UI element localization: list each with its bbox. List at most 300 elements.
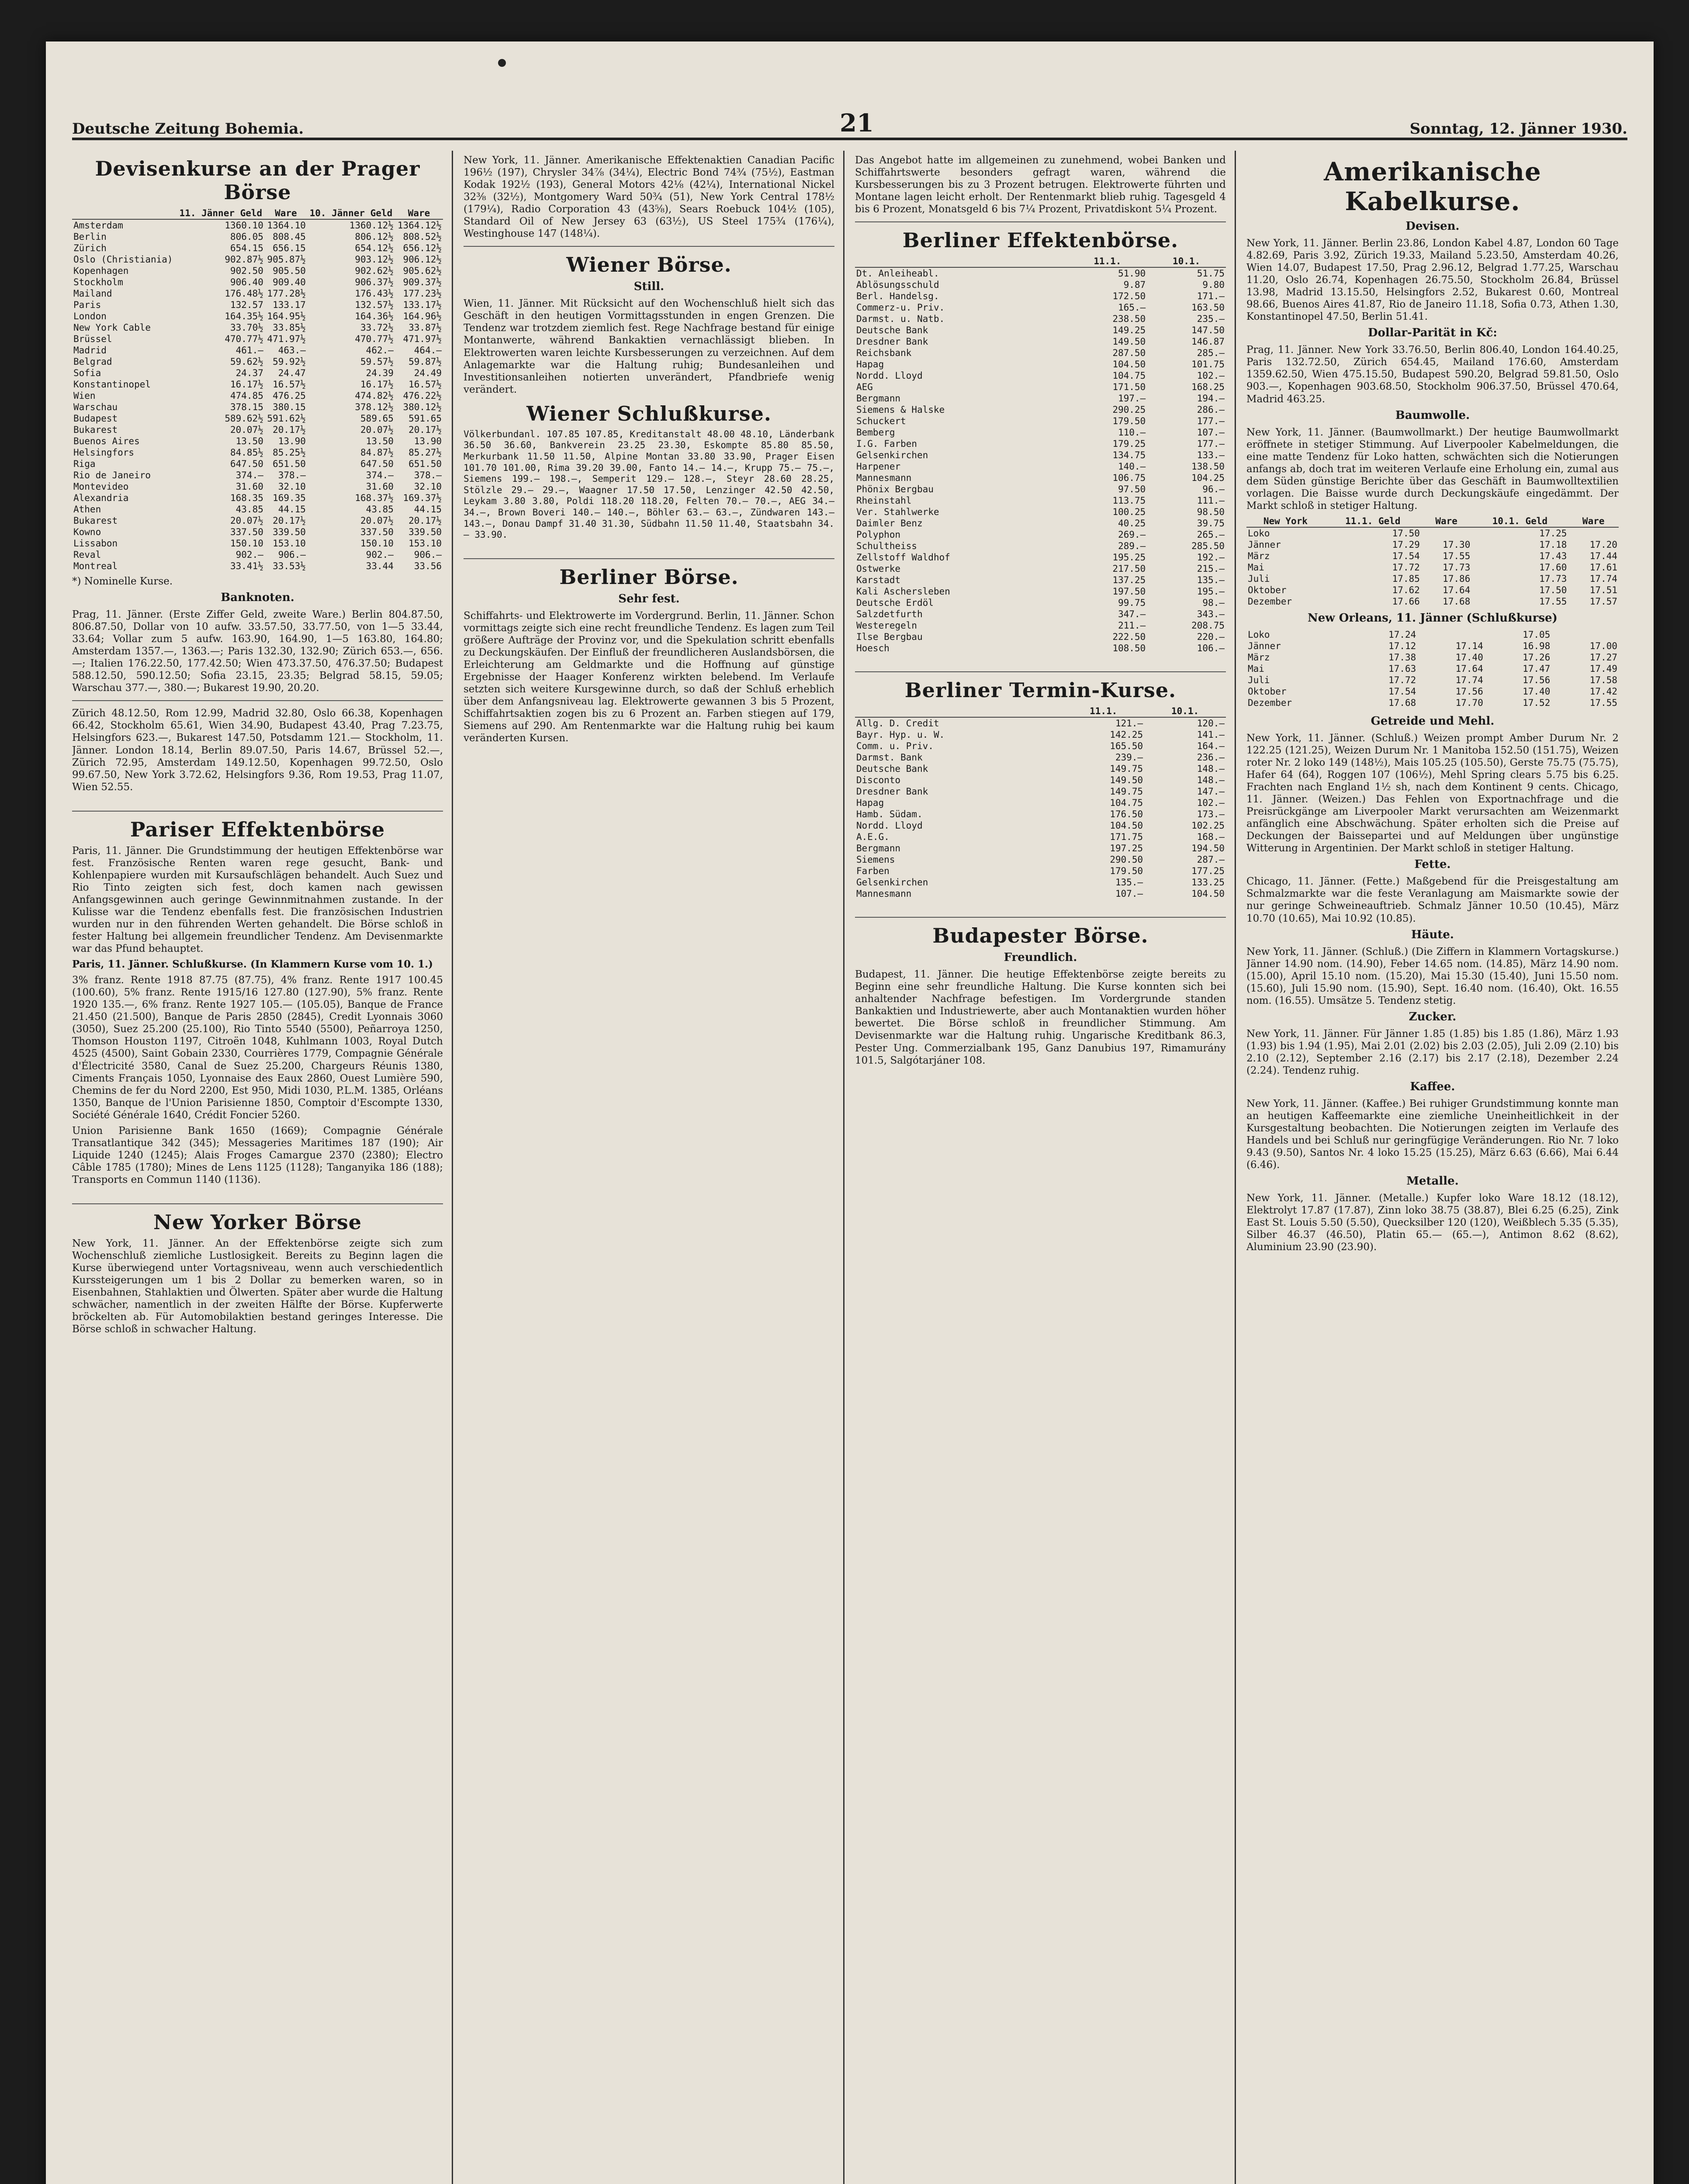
- table-row: [855, 774, 1226, 786]
- table-row: [855, 552, 1226, 563]
- row-value: 17.66: [1392, 596, 1420, 607]
- table-header-cell: 11.1.: [1063, 705, 1144, 717]
- row-value: 17.72: [1392, 562, 1420, 573]
- row-value: 290.50: [1110, 854, 1143, 865]
- row-value: 141.—: [1197, 729, 1225, 740]
- row-value: 169.35: [273, 493, 306, 503]
- row-label: Bergmann: [856, 393, 901, 404]
- row-value: 17.72: [1388, 674, 1416, 685]
- table-row: [1246, 629, 1619, 640]
- table-row: [1246, 562, 1619, 573]
- baumwolle-title: Baumwolle.: [1395, 408, 1470, 422]
- row-value: 24.37: [235, 368, 263, 378]
- row-label: Polyphon: [856, 529, 901, 540]
- paris-kurse-title: Paris, 11. Jänner. Schlußkurse. (In Klammern Kurse vom 10. 1.): [72, 958, 433, 971]
- row-value: 476.22½: [403, 390, 442, 401]
- row-value: 132.57: [230, 300, 263, 310]
- table-header-cell: Ware: [1421, 515, 1472, 527]
- row-value: 171.75: [1110, 832, 1143, 843]
- row-value: 17.73: [1443, 562, 1471, 573]
- table-row: [1246, 640, 1619, 652]
- row-value: 164.95½: [267, 311, 306, 321]
- row-value: 164.—: [1197, 741, 1225, 752]
- table-row: [855, 563, 1226, 574]
- table-row: [855, 381, 1226, 393]
- row-value: 17.68: [1443, 596, 1471, 607]
- row-label: Schuckert: [856, 416, 906, 427]
- table-header-cell: 10.1.: [1144, 705, 1226, 717]
- divider: [464, 246, 834, 247]
- row-label: Siemens & Halske: [856, 404, 945, 415]
- page-number: 21: [840, 109, 874, 138]
- row-value: 104.25: [1191, 473, 1225, 484]
- row-value: 287.—: [1197, 854, 1225, 865]
- table-row: [855, 359, 1226, 370]
- table-row: [72, 333, 443, 345]
- row-label: Nordd. Lloyd: [856, 820, 923, 831]
- table-row: [855, 506, 1226, 518]
- row-value: 16.98: [1523, 640, 1551, 651]
- row-value: 32.10: [278, 481, 306, 492]
- row-value: 171.50: [1112, 382, 1146, 393]
- row-value: 177.—: [1197, 416, 1225, 427]
- row-value: 133.—: [1197, 450, 1225, 461]
- row-label: Oslo (Christiania): [73, 254, 173, 265]
- row-value: 179.50: [1112, 416, 1146, 427]
- row-label: Reichsbank: [856, 348, 912, 359]
- table-row: [855, 325, 1226, 336]
- row-value: 150.10: [230, 538, 263, 549]
- row-value: 100.25: [1112, 507, 1146, 518]
- row-value: 906.12½: [403, 254, 442, 265]
- wiener-title: Wiener Börse.: [566, 253, 732, 277]
- row-value: 20.17½: [408, 515, 442, 526]
- row-value: 59.87½: [408, 356, 442, 367]
- row-value: 337.50: [230, 527, 263, 537]
- row-label: Ver. Stahlwerke: [856, 507, 939, 518]
- column-1: [72, 151, 453, 2184]
- row-value: 17.47: [1523, 663, 1551, 674]
- row-label: Ilse Bergbau: [856, 632, 923, 643]
- kaffee-title: Kaffee.: [1410, 1080, 1455, 1093]
- kabel-devisen-title: Devisen.: [1405, 220, 1460, 233]
- row-value: 17.49: [1589, 663, 1617, 674]
- row-value: [1417, 629, 1485, 640]
- row-value: 235.—: [1197, 314, 1225, 325]
- row-value: 24.39: [366, 368, 394, 378]
- row-label: Mannesmann: [856, 473, 912, 484]
- row-value: 177.28½: [267, 288, 306, 299]
- row-value: 168.25: [1191, 382, 1225, 393]
- row-value: 31.60: [235, 481, 263, 492]
- table-row: [1246, 652, 1619, 663]
- row-value: 1360.10: [225, 220, 263, 231]
- row-value: 135.—: [1197, 575, 1225, 586]
- row-value: 17.27: [1589, 652, 1617, 663]
- table-row: [72, 424, 443, 435]
- row-value: 470.77½: [225, 334, 263, 344]
- row-label: Harpener: [856, 461, 901, 472]
- fette-text: Chicago, 11. Jänner. (Fette.) Maßgebend für die Preisgestaltung am Schmalzmarkte war die feste Veranlagung am Maismarkte sowie der nur geringe Schweineauftrieb. Schmalz Jänner 10.50 (10.45), März 10.70 (10.65), Mai 10.92 (10.85).: [1246, 876, 1619, 924]
- table-row: [72, 322, 443, 333]
- row-value: 474.82½: [355, 390, 394, 401]
- row-label: Deutsche Erdöl: [856, 598, 934, 608]
- row-value: 905.62½: [403, 266, 442, 276]
- row-value: 902.—: [235, 549, 263, 560]
- row-value: 164.36½: [355, 311, 394, 321]
- paris-section: [72, 811, 443, 1186]
- row-value: 107.—: [1115, 888, 1143, 899]
- col3-top-text: Das Angebot hatte im allgemeinen zu zunehmend, wobei Banken und Schiffahrtswerte besonders gefragt waren, während die Kursbesserungen bis zu 3 Prozent betrugen. Elektrowerte führten und Montane lagen leicht erholt. Der Rentenmarkt blieb ruhig. Tagesgeld 4 bis 6 Prozent, Monatsgeld 6 bis 7¼ Prozent, Privatdiskont 5¼ Prozent.: [855, 155, 1226, 215]
- row-value: 85.25½: [273, 447, 306, 458]
- divider: [72, 700, 443, 701]
- budapest-title: Budapester Börse.: [932, 924, 1149, 948]
- row-value: 285.—: [1197, 348, 1225, 359]
- row-value: 33.56: [414, 561, 442, 571]
- row-value: 471.97½: [403, 334, 442, 344]
- row-label: Stockholm: [73, 277, 123, 287]
- table-row: [855, 461, 1226, 472]
- row-value: 39.75: [1197, 518, 1225, 529]
- table-row: [855, 786, 1226, 797]
- row-label: Dresdner Bank: [856, 336, 928, 347]
- table-row: [1246, 527, 1619, 539]
- row-value: 17.56: [1523, 674, 1551, 685]
- row-value: 17.44: [1589, 550, 1617, 561]
- table-row: [72, 526, 443, 538]
- row-label: Bukarest: [73, 425, 118, 435]
- fette-title: Fette.: [1414, 858, 1451, 871]
- row-label: Wien: [73, 390, 96, 401]
- row-label: Jänner: [1248, 539, 1281, 550]
- row-value: 17.70: [1455, 697, 1483, 708]
- table-row: [855, 574, 1226, 586]
- row-value: 16.17½: [230, 379, 263, 390]
- row-value: 476.25: [273, 390, 306, 401]
- row-value: [1421, 527, 1472, 539]
- row-value: 121.—: [1115, 718, 1143, 729]
- row-value: 150.10: [360, 538, 394, 549]
- row-value: 197.—: [1118, 393, 1146, 404]
- row-value: 17.40: [1455, 652, 1483, 663]
- row-label: Helsingfors: [73, 447, 135, 458]
- row-value: 9.80: [1202, 280, 1225, 290]
- row-value: 269.—: [1118, 529, 1146, 540]
- table-row: [1246, 663, 1619, 674]
- row-label: Dezember: [1248, 596, 1292, 607]
- table-row: [855, 608, 1226, 620]
- row-value: 33.44: [366, 561, 394, 571]
- row-value: 43.85: [366, 504, 394, 515]
- table-row: [855, 763, 1226, 774]
- col2-top-text: New York, 11. Jänner. Amerikanische Effektenaktien Canadian Pacific 196½ (197), Chrysler 34⅞ (34¼), Electric Bond 74¾ (75½), Eastman Kodak 192½ (193), General Motors 42⅛ (42¼), International Nickel 32⅜ (32½), Montgomery Ward 50¾ (51), New York Central 178½ (179¼), Radio Corporation 43 (43⅝), Sears Roebuck 104½ (105), Standard Oil of New Jersey 63 (63½), US Steel 175¾ (176¼), Westinghouse 147 (148¼).: [464, 155, 834, 240]
- row-label: Dresdner Bank: [856, 786, 928, 797]
- row-value: 17.54: [1392, 550, 1420, 561]
- row-label: Daimler Benz: [856, 518, 923, 529]
- budapest-sub: Freundlich.: [1004, 951, 1077, 964]
- row-label: Berl. Handelsg.: [856, 291, 939, 302]
- row-value: 647.50: [360, 459, 394, 469]
- row-value: 17.61: [1589, 562, 1617, 573]
- row-value: 238.50: [1112, 314, 1146, 325]
- row-value: 17.64: [1455, 663, 1483, 674]
- row-value: 215.—: [1197, 563, 1225, 574]
- row-value: 17.51: [1589, 584, 1617, 595]
- table-row: [855, 347, 1226, 359]
- row-label: Warschau: [73, 402, 118, 412]
- metalle-text: New York, 11. Jänner. (Metalle.) Kupfer loko Ware 18.12 (18.12), Elektrolyt 17.87 (17.87), Zinn loko 38.75 (38.87), Blei 6.25 (6.25), Zink East St. Louis 5.50 (5.50), Quecksilber 120 (120), Weißblech 5.35 (5.35), Silber 46.37 (46.50), Platin 65.— (65.—), Antimon 8.62 (8.62), Aluminium 23.90 (23.90).: [1246, 1192, 1619, 1253]
- column-2: [464, 151, 844, 2184]
- row-value: 13.50: [235, 436, 263, 446]
- row-value: 808.45: [273, 232, 306, 242]
- row-value: 148.—: [1197, 775, 1225, 786]
- wiener-kurse: Völkerbundanl. 107.85 107.85, Kreditanstalt 48.00 48.10, Länderbank 36.50 36.60, Bankverein 23.25 23.30, Eskompte 85.80 85.50, Merkurbank 11.50 11.50, Alpine Montan 33.80 33.90, Prager Eisen 101.70 101.00, Rima 39.20 39.00, Fanto 14.— 14.—, Krupp 75.— 75.—, Siemens 199.— 198.—, Semperit 129.— 128.—, Steyr 28.60 28.25, Stölzle 29.— 29.—, Waagner 17.50 17.50, Lenzinger 42.50 42.50, Leykam 3.80 3.80, Poldi 118.20 118.20, Felten 70.— 70.—, AEG 34.— 34.—, Brown Boveri 140.— 140.—, Böhler 63.— 63.—, Zündwaren 143.— 143.—, Donau Dampf 31.40 31.30, Südbahn 11.50 11.40, Staatsbahn 34.— 33.90.: [464, 429, 834, 540]
- issue-date: Sonntag, 12. Jänner 1930.: [1409, 120, 1627, 138]
- table-row: [72, 299, 443, 311]
- devisen-title: Devisenkurse an der Prager Börse: [95, 157, 420, 204]
- row-value: 33.70½: [230, 322, 263, 333]
- row-value: 17.40: [1523, 686, 1551, 697]
- row-label: Dezember: [1248, 697, 1292, 708]
- row-value: 168.35: [230, 493, 263, 503]
- row-value: 132.57½: [355, 300, 394, 310]
- row-label: New York Cable: [73, 322, 151, 333]
- table-row: [72, 311, 443, 322]
- row-value: 20.07½: [230, 425, 263, 435]
- row-value: 17.74: [1589, 573, 1617, 584]
- row-label: Rio de Janeiro: [73, 470, 151, 480]
- row-label: Belgrad: [73, 356, 112, 367]
- row-value: 474.85: [230, 390, 263, 401]
- row-value: 906.40: [230, 277, 263, 287]
- row-value: 17.26: [1523, 652, 1551, 663]
- zucker-title: Zucker.: [1409, 1010, 1457, 1023]
- row-value: 17.60: [1539, 562, 1567, 573]
- row-value: 20.17½: [273, 425, 306, 435]
- berliner-text: Schiffahrts- und Elektrowerte im Vordergrund. Berlin, 11. Jänner. Schon vormittags zeigte sich eine recht freundliche Tendenz. Es lagen zum Teil größere Aufträge der Provinz vor, und die Spekulation schritt ebenfalls zu Deckungskäufen. Der Einfluß der freundlicheren Auslandsbörsen, die Erleichterung am Geldmarkte und die Hoffnung auf günstige Ergebnisse der Haager Konferenz wirkten belebend. Im Verlaufe setzten sich weitere Kursgewinne durch, so daß der Schluß erheblich über dem Anfangsniveau lag. Elektrowerte gewannen 3 bis 5 Prozent, Schiffahrtsaktien zogen bis zu 6 Prozent an. Farben stiegen auf 179, Siemens auf 290. Am Rentenmarkte war die Haltung ruhig bei kaum veränderten Kursen.: [464, 610, 834, 744]
- budapest-text: Budapest, 11. Jänner. Die heutige Effektenbörse zeigte bereits zu Beginn eine sehr freundliche Haltung. Die Kurse konnten sich bei anhaltender Nachfrage befestigen. Im Vordergrunde standen Bankaktien und Industriewerte, aber auch Montanaktien wurden höher bewertet. Die Börse schloß in freundlicher Stimmung. Am Devisenmarkte war die Haltung ruhig. Ungarische Kreditbank 86.3, Pester Ung. Commerzialbank 195, Ganz Danubius 197, Rimamurány 101.5, Salgótarjáner 108.: [855, 969, 1226, 1066]
- row-value: 17.54: [1388, 686, 1416, 697]
- dollar-paritaet-title: Dollar-Parität in Kč:: [1367, 326, 1498, 340]
- row-label: Allg. D. Credit: [856, 718, 939, 729]
- row-value: 171.—: [1197, 291, 1225, 302]
- row-value: 153.10: [273, 538, 306, 549]
- row-label: Oktober: [1248, 686, 1287, 697]
- table-row: [855, 336, 1226, 347]
- dollar-paritaet-text: Prag, 11. Jänner. New York 33.76.50, Berlin 806.40, London 164.40.25, Paris 132.72.50, Zürich 654.45, Mailand 176.60, Amsterdam 1359.62.50, Wien 475.15.50, Budapest 590.20, Belgrad 59.81.50, Oslo 903.—, Kopenhagen 903.68.50, Stockholm 906.37.50, Brüssel 470.64, Madrid 463.25.: [1246, 344, 1619, 405]
- table-row: [1246, 573, 1619, 584]
- masthead: [72, 107, 1627, 140]
- termin-table: [855, 705, 1226, 899]
- row-value: 17.86: [1443, 573, 1471, 584]
- table-row: [855, 438, 1226, 449]
- row-value: 380.12½: [403, 402, 442, 412]
- row-value: 286.—: [1197, 404, 1225, 415]
- row-label: Disconto: [856, 775, 901, 786]
- kabelkurse-title: Amerikanische Kabelkurse.: [1324, 157, 1541, 216]
- table-header-cell: 10.1.: [1147, 256, 1226, 267]
- table-row: [72, 492, 443, 504]
- row-value: 20.17½: [273, 515, 306, 526]
- row-value: 806.12½: [355, 232, 394, 242]
- table-row: [855, 865, 1226, 877]
- table-row: [855, 752, 1226, 763]
- row-value: 33.72½: [360, 322, 394, 333]
- row-label: Bayr. Hyp. u. W.: [856, 729, 945, 740]
- row-value: 96.—: [1202, 484, 1225, 495]
- row-value: 169.37½: [403, 493, 442, 503]
- getreide-text: New York, 11. Jänner. (Schluß.) Weizen prompt Amber Durum Nr. 2 122.25 (121.25), Weizen Durum Nr. 1 Manitoba 152.50 (151.75), Weizen roter Nr. 2 loko 149 (148½), Mais 105.25 (105.50), Gerste 75.75 (75.75), Hafer 64 (64), Roggen 107 (106½), Mehl Spring clears 5.75 bis 6.25. Frachten nach England 1½ sh, nach dem Kontinent 9 cents. Chicago, 11. Jänner. (Weizen.) Das Fehlen von Exportnachfrage und die Preisrückgänge am Liverpooler Markt verursachten am Weizenmarkt anfänglich eine Abschwächung. Später erholten sich die Preise auf Deckungen der Baissepartei und auf Meldungen über ungünstige Witterung in Argentinien. Der Markt schloß in stetiger Haltung.: [1246, 732, 1619, 854]
- row-value: 656.15: [273, 243, 306, 253]
- row-value: 13.90: [278, 436, 306, 446]
- table-row: [855, 631, 1226, 643]
- row-value: [1568, 527, 1619, 539]
- row-value: 17.52: [1523, 697, 1551, 708]
- row-label: London: [73, 311, 107, 321]
- row-label: Berlin: [73, 232, 107, 242]
- baumwolle-table: [1246, 515, 1619, 607]
- table-row: [855, 620, 1226, 631]
- column-3: [855, 151, 1236, 2184]
- row-value: 461.—: [235, 345, 263, 356]
- table-row: [855, 302, 1226, 313]
- row-label: Deutsche Bank: [856, 764, 928, 774]
- row-value: 903.12½: [355, 254, 394, 265]
- row-value: 17.85: [1392, 573, 1420, 584]
- row-value: 176.48½: [225, 288, 263, 299]
- columns: [72, 151, 1627, 2184]
- termin-title: Berliner Termin-Kurse.: [904, 678, 1177, 702]
- row-value: 106.75: [1112, 473, 1146, 484]
- row-value: 146.87: [1191, 336, 1225, 347]
- row-value: 104.75: [1110, 798, 1143, 809]
- row-value: 17.00: [1589, 640, 1617, 651]
- table-row: [1246, 596, 1619, 607]
- table-row: [855, 290, 1226, 302]
- table-row: [72, 219, 443, 231]
- row-value: 591.62½: [267, 413, 306, 424]
- table-row: [72, 504, 443, 515]
- row-value: 1360.12½: [349, 220, 394, 231]
- row-value: 287.50: [1112, 348, 1146, 359]
- newspaper-page: [46, 41, 1654, 2184]
- row-label: Ablösungsschuld: [856, 280, 939, 290]
- column-4: [1246, 151, 1627, 2184]
- row-value: 289.—: [1118, 541, 1146, 552]
- row-value: 177.25: [1191, 866, 1225, 877]
- row-label: Hapag: [856, 798, 884, 809]
- row-label: Riga: [73, 459, 96, 469]
- row-value: 17.62: [1392, 584, 1420, 595]
- row-value: 197.50: [1112, 586, 1146, 597]
- row-value: 211.—: [1118, 620, 1146, 631]
- table-row: [1246, 697, 1619, 708]
- row-value: 135.—: [1115, 877, 1143, 888]
- row-value: 165.50: [1110, 741, 1143, 752]
- row-value: 32.10: [414, 481, 442, 492]
- table-header-cell: 10. Jänner Geld: [307, 207, 395, 219]
- row-value: 149.25: [1112, 325, 1146, 336]
- table-row: [72, 470, 443, 481]
- row-value: 192.—: [1197, 552, 1225, 563]
- row-value: 17.12: [1388, 640, 1416, 651]
- row-value: 17.50: [1392, 528, 1420, 539]
- row-value: 168.37½: [355, 493, 394, 503]
- devisen-section: [72, 157, 443, 793]
- row-label: Mailand: [73, 288, 112, 299]
- row-value: 148.—: [1197, 764, 1225, 774]
- row-value: 17.56: [1455, 686, 1483, 697]
- row-value: 909.37½: [403, 277, 442, 287]
- row-value: 470.77½: [355, 334, 394, 344]
- row-value: 85.27½: [408, 447, 442, 458]
- row-label: I.G. Farben: [856, 439, 917, 449]
- row-value: 24.49: [414, 368, 442, 378]
- table-header-cell: New York: [1246, 515, 1325, 527]
- row-value: 9.87: [1123, 280, 1146, 290]
- row-value: 654.12½: [355, 243, 394, 253]
- row-value: 378.—: [278, 470, 306, 480]
- row-value: 463.—: [278, 345, 306, 356]
- table-row: [855, 449, 1226, 461]
- row-value: 51.90: [1118, 268, 1146, 279]
- berliner-title: Berliner Börse.: [559, 565, 739, 589]
- row-value: 17.58: [1589, 674, 1617, 685]
- row-value: 33.41½: [230, 561, 263, 571]
- row-value: 17.63: [1388, 663, 1416, 674]
- row-value: 378.12½: [355, 402, 394, 412]
- row-value: 17.42: [1589, 686, 1617, 697]
- row-label: Deutsche Bank: [856, 325, 928, 336]
- row-value: 97.50: [1118, 484, 1146, 495]
- row-value: 17.20: [1589, 539, 1617, 550]
- row-label: Konstantinopel: [73, 379, 151, 390]
- row-value: 464.—: [414, 345, 442, 356]
- kabel-devisen-text: New York, 11. Jänner. Berlin 23.86, London Kabel 4.87, London 60 Tage 4.82.69, Paris 3.92, Zürich 19.33, Mailand 5.23.50, Amsterdam 40.26, Wien 14.07, Budapest 17.50, Prag 2.96.12, Belgrad 1.77.25, Warschau 11.20, Oslo 26.74, Kopenhagen 26.75.50, Stockholm 26.84, Brüssel 13.98, Madrid 13.15.50, Helsingfors 2.52, Bukarest 0.60, Montreal 98.66, Buenos Aires 41.87, Rio de Janeiro 11.18, Sofia 0.73, Athen 1.30, Konstantinopel 47.50, Berlin 51.41.: [1246, 238, 1619, 323]
- table-row: [1246, 539, 1619, 550]
- row-label: Loko: [1248, 528, 1270, 539]
- table-row: [72, 345, 443, 356]
- row-label: Mai: [1248, 562, 1264, 573]
- row-value: 589.62½: [225, 413, 263, 424]
- row-value: 33.85½: [273, 322, 306, 333]
- table-header-cell: 11.1.: [1068, 256, 1147, 267]
- row-value: 17.24: [1388, 629, 1416, 640]
- table-row: [72, 231, 443, 242]
- table-row: [855, 809, 1226, 820]
- haeute-title: Häute.: [1411, 928, 1454, 941]
- row-label: A.E.G.: [856, 832, 889, 843]
- table-row: [72, 379, 443, 390]
- row-value: 374.—: [235, 470, 263, 480]
- row-label: Hoesch: [856, 643, 889, 654]
- row-value: 380.15: [273, 402, 306, 412]
- row-value: 31.60: [366, 481, 394, 492]
- row-value: 13.90: [414, 436, 442, 446]
- row-value: 654.15: [230, 243, 263, 253]
- table-row: [72, 254, 443, 265]
- table-row: [72, 458, 443, 470]
- row-label: Oktober: [1248, 584, 1287, 595]
- row-label: Dt. Anleiheabl.: [856, 268, 939, 279]
- row-value: 165.—: [1118, 302, 1146, 313]
- row-value: 339.50: [408, 527, 442, 537]
- row-value: 285.50: [1191, 541, 1225, 552]
- row-value: 13.50: [366, 436, 394, 446]
- row-value: 104.50: [1191, 888, 1225, 899]
- row-value: 337.50: [360, 527, 394, 537]
- table-header-cell: 11. Jänner Geld: [177, 207, 265, 219]
